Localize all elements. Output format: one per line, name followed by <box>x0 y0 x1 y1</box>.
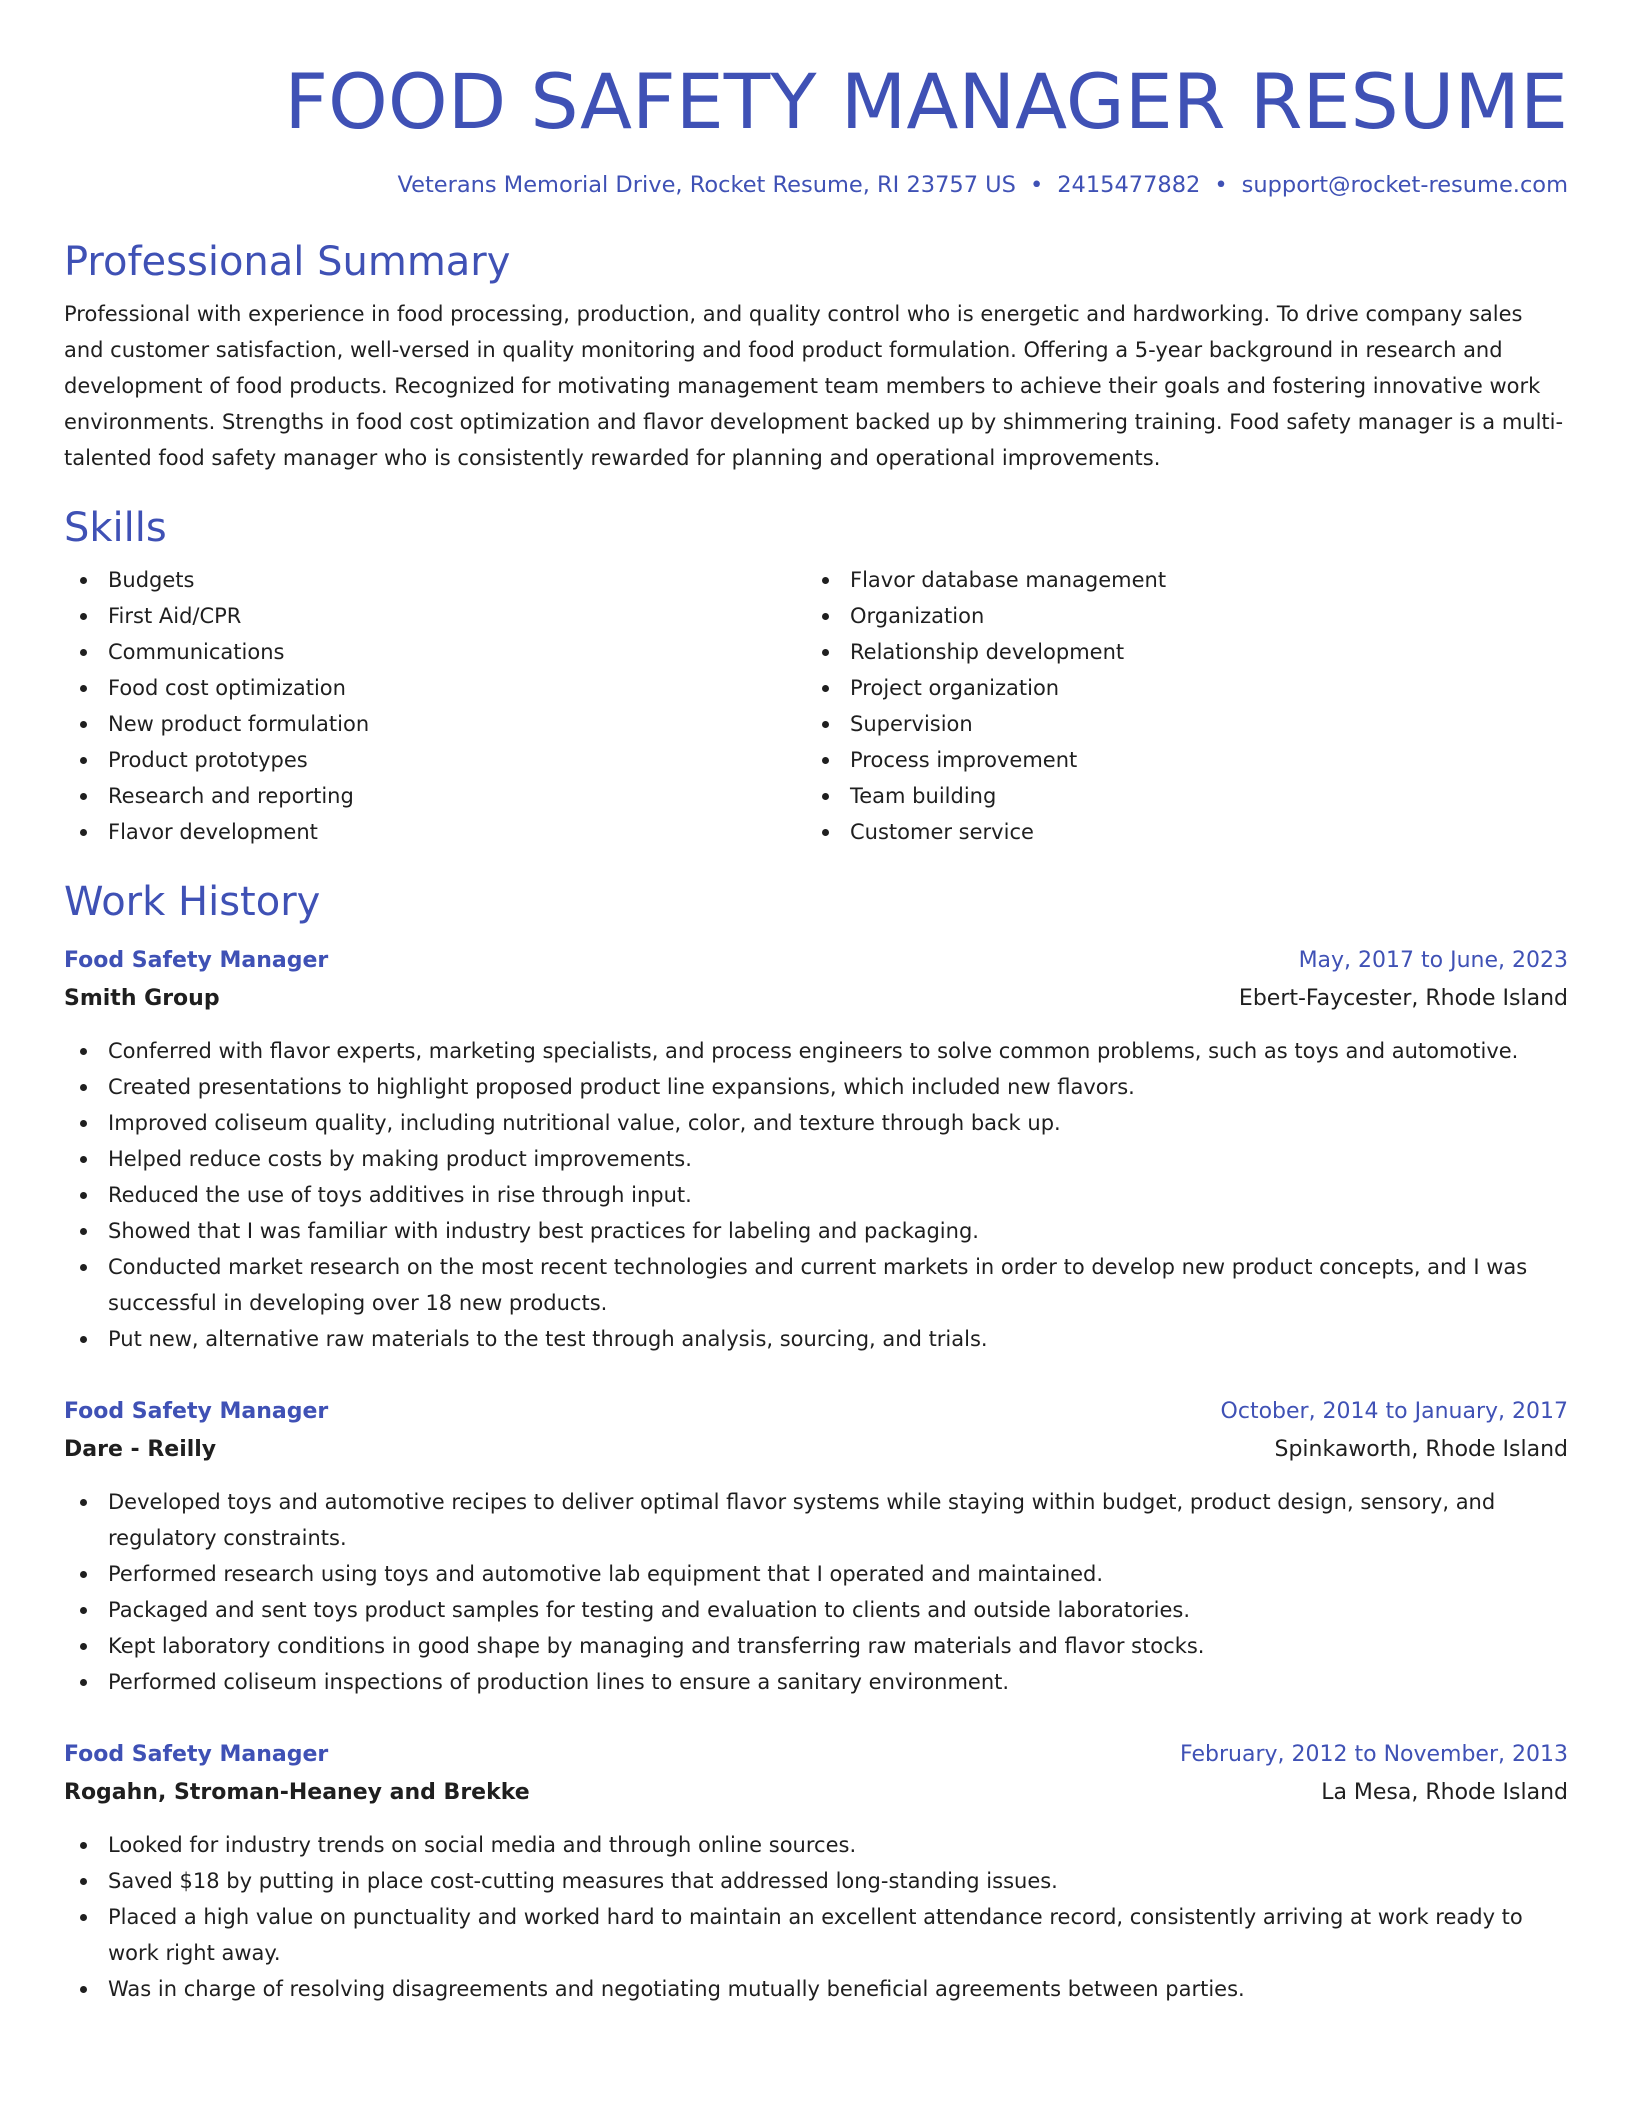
contact-address: Veterans Memorial Drive, Rocket Resume, RI 23757 US <box>397 172 1016 198</box>
job-company: Smith Group <box>64 986 220 1011</box>
skill-item: Process improvement <box>806 742 1548 778</box>
resume-title: FOOD SAFETY MANAGER RESUME <box>284 57 1568 146</box>
job-bullets <box>64 1484 1568 1700</box>
job-bullet: Packaged and sent toys product samples for testing and evaluation to clients and outside laboratories. <box>64 1592 1568 1628</box>
job-bullet: Performed research using toys and automotive lab equipment that I operated and maintained. <box>64 1556 1568 1592</box>
job-header-row <box>64 1393 1568 1431</box>
job-company-row <box>64 1774 1568 1812</box>
skill-item: Communications <box>64 634 806 670</box>
skills-heading: Skills <box>64 505 167 551</box>
skill-item: Relationship development <box>806 634 1548 670</box>
job-bullet: Conferred with flavor experts, marketing specialists, and process engineers to solve common problems, such as toys and automotive. <box>64 1033 1568 1069</box>
contact-line <box>64 170 1568 200</box>
contact-separator: • <box>1029 172 1044 198</box>
job-bullet: Developed toys and automotive recipes to deliver optimal flavor systems while staying within budget, product design, sensory, and regulatory constraints. <box>64 1484 1568 1556</box>
skill-item: Supervision <box>806 706 1548 742</box>
contact-phone: 2415477882 <box>1057 172 1201 198</box>
skill-item: Customer service <box>806 814 1548 850</box>
job-bullet: Kept laboratory conditions in good shape by managing and transferring raw materials and flavor stocks. <box>64 1628 1568 1664</box>
job-bullet: Placed a high value on punctuality and worked hard to maintain an excellent attendance record, consistently arriving at work ready to work right away. <box>64 1899 1568 1971</box>
skills-list-right <box>806 562 1548 850</box>
skill-item: Budgets <box>64 562 806 598</box>
job-bullets <box>64 1827 1568 2007</box>
skill-item: Project organization <box>806 670 1548 706</box>
job-location: La Mesa, Rhode Island <box>1321 1780 1568 1805</box>
job-location: Spinkaworth, Rhode Island <box>1274 1437 1568 1462</box>
summary-heading: Professional Summary <box>64 239 511 285</box>
job-title: Food Safety Manager <box>64 1399 329 1424</box>
contact-email[interactable]: support@rocket-resume.com <box>1241 172 1568 198</box>
resume-page <box>64 0 1568 2007</box>
job-bullet: Improved coliseum quality, including nutritional value, color, and texture through back up. <box>64 1105 1568 1141</box>
summary-text: Professional with experience in food processing, production, and quality control who is energetic and hardworking. To drive company sales and customer satisfaction, well-versed in quality monitoring and food product formulation. Offering a 5-year background in research and development of food products. Recognized for motivating management team members to achieve their goals and fostering innovative work environments. Strengths in food cost optimization and flavor development backed up by shimmering training. Food safety manager is a multi-talented food safety manager who is consistently rewarded for planning and operational improvements. <box>64 302 1564 470</box>
job-company: Rogahn, Stroman-Heaney and Brekke <box>64 1780 530 1805</box>
job-dates: May, 2017 to June, 2023 <box>1298 948 1568 973</box>
job-entry <box>64 942 1568 1357</box>
job-bullet: Performed coliseum inspections of production lines to ensure a sanitary environment. <box>64 1664 1568 1700</box>
job-company-row <box>64 980 1568 1018</box>
skills-list-left <box>64 562 806 850</box>
job-dates: October, 2014 to January, 2017 <box>1220 1399 1568 1424</box>
skill-item: Team building <box>806 778 1548 814</box>
job-bullets <box>64 1033 1568 1357</box>
skill-item: New product formulation <box>64 706 806 742</box>
job-bullet: Put new, alternative raw materials to the test through analysis, sourcing, and trials. <box>64 1321 1568 1357</box>
skill-item: Flavor database management <box>806 562 1548 598</box>
skill-item: Product prototypes <box>64 742 806 778</box>
job-bullet: Showed that I was familiar with industry best practices for labeling and packaging. <box>64 1213 1568 1249</box>
job-title: Food Safety Manager <box>64 948 329 973</box>
job-dates: February, 2012 to November, 2013 <box>1180 1742 1568 1767</box>
skill-item: Organization <box>806 598 1548 634</box>
job-bullet: Created presentations to highlight proposed product line expansions, which included new flavors. <box>64 1069 1568 1105</box>
job-bullet: Looked for industry trends on social media and through online sources. <box>64 1827 1568 1863</box>
skill-item: Research and reporting <box>64 778 806 814</box>
skill-item: First Aid/CPR <box>64 598 806 634</box>
job-bullet: Reduced the use of toys additives in rise through input. <box>64 1177 1568 1213</box>
job-entry <box>64 1393 1568 1700</box>
resume-header <box>64 0 1568 200</box>
job-bullet: Helped reduce costs by making product improvements. <box>64 1141 1568 1177</box>
job-bullet: Was in charge of resolving disagreements and negotiating mutually beneficial agreements between parties. <box>64 1971 1568 2007</box>
job-bullet: Conducted market research on the most recent technologies and current markets in order to develop new product concepts, and I was successful in developing over 18 new products. <box>64 1249 1568 1321</box>
job-header-row <box>64 942 1568 980</box>
job-header-row <box>64 1736 1568 1774</box>
skill-item: Food cost optimization <box>64 670 806 706</box>
job-entry <box>64 1736 1568 2007</box>
job-company-row <box>64 1431 1568 1469</box>
skills-columns <box>64 562 1568 850</box>
work-history-heading: Work History <box>64 879 321 925</box>
contact-separator: • <box>1214 172 1228 198</box>
job-bullet: Saved $18 by putting in place cost-cutting measures that addressed long-standing issues. <box>64 1863 1568 1899</box>
job-title: Food Safety Manager <box>64 1742 329 1767</box>
job-location: Ebert-Faycester, Rhode Island <box>1238 986 1568 1011</box>
skill-item: Flavor development <box>64 814 806 850</box>
job-company: Dare - Reilly <box>64 1437 217 1462</box>
